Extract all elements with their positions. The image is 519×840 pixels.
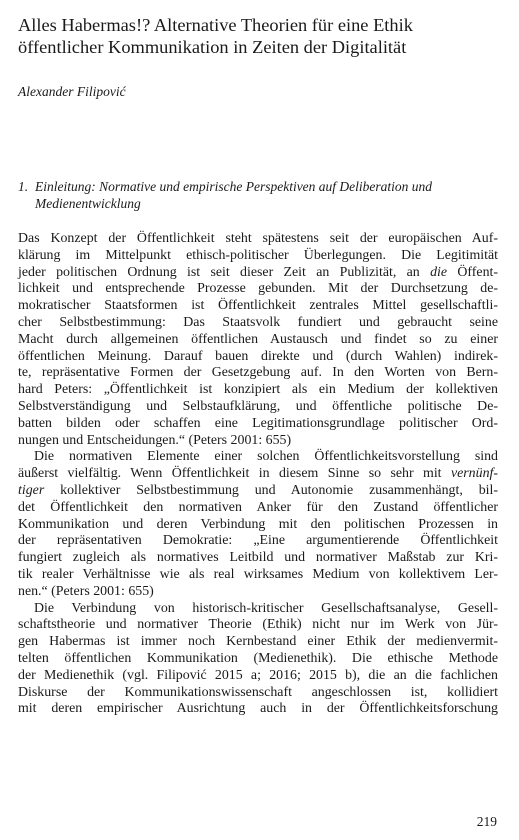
chapter-title-line: öffentlicher Kommunikation in Zeiten der Digitalität	[18, 37, 407, 57]
chapter-title	[18, 14, 508, 58]
text-line: telten öffentlichen Kommunikation (Medienethik). Die ethische Methode	[18, 650, 498, 666]
text-line: mit deren empirischer Ausrichtung auch in der Öffentlichkeitsforschung	[18, 701, 498, 717]
text-line: Selbstverständigung und Selbstaufklärung, und öffentliche politische De-	[18, 398, 498, 414]
text-line: Kommunikation und deren Verbindung mit den politischen Prozessen in	[18, 516, 498, 532]
section-number: 1.	[18, 179, 29, 194]
text-line: der repräsentativen Demokratie: „Eine argumentierende Öffentlichkeit	[18, 533, 498, 549]
text-line: nen.“ (Peters 2001: 655)	[18, 583, 154, 599]
text-line: tik realer Verhältnisse wie als real wirksames Medium von kollektivem Ler-	[18, 566, 498, 582]
text-line: öffentlichen Meinung. Darauf bauen direkte und (durch Wahlen) indirek-	[18, 348, 498, 364]
text-line: tiger kollektiver Selbstbestimmung und Autonomie zusammenhängt, bil-	[18, 482, 498, 498]
body-text	[18, 231, 498, 718]
text-line: cher Selbstbestimmung: Das Staatsvolk fundiert und gebraucht seine	[18, 314, 498, 330]
author-name: Alexander Filipović	[18, 84, 126, 99]
text-line: jeder politischen Ordnung ist seit dieser Zeit an Publizität, an die Öffent-	[18, 264, 498, 280]
text-line: te, repräsentative Formen der Gesetzgebung auf. In den Worten von Bern-	[18, 365, 498, 381]
text-line: schaftstheorie und normativer Theorie (Ethik) nicht nur im Werk von Jür-	[18, 617, 498, 633]
text-line: der Medienethik (vgl. Filipović 2015 a; 2016; 2015 b), die an die fachlichen	[18, 667, 498, 683]
text-line: Macht durch allgemeinen öffentlichen Austausch und findet so zu einer	[18, 331, 498, 347]
section-title-line: Einleitung: Normative und empirische Perspektiven auf Deliberation und	[35, 179, 433, 194]
page-number: 219	[476, 814, 497, 829]
section-heading	[18, 178, 498, 212]
text-line: fungiert zugleich als normatives Leitbild und normativer Maßstab zur Kri-	[18, 550, 498, 566]
text-line: hard Peters: „Öffentlichkeit ist konzipiert als ein Medium der kollektiven	[18, 382, 498, 398]
text-line: klärung im Mittelpunkt ethisch-politischer Überlegungen. Die Legitimität	[18, 247, 498, 263]
text-line: Die Verbindung von historisch-kritischer Gesellschaftsanalyse, Gesell-	[34, 600, 498, 616]
text-line: Diskurse der Kommunikationswissenschaft angeschlossen ist, kollidiert	[18, 684, 498, 700]
text-line: det Öffentlichkeit den normativen Anker für den Zustand öffentlicher	[18, 499, 498, 515]
text-line: lichkeit und entsprechende Prozesse gebunden. Mit der Durchsetzung de-	[18, 281, 498, 297]
text-line: Das Konzept der Öffentlichkeit steht spätestens seit der europäischen Auf-	[18, 231, 498, 246]
text-line: batten bilden oder schaffen eine Legitimationsgrundlage politischer Ord-	[18, 415, 498, 431]
text-line: gen Habermas ist immer noch Kernbestand einer Ethik der medienvermit-	[18, 634, 498, 650]
text-line: nungen und Entscheidungen.“ (Peters 2001: 655)	[18, 432, 292, 448]
text-line: äußerst vielfältig. Wenn Öffentlichkeit in diesem Sinne so sehr mit vernünf-	[18, 466, 498, 482]
text-line: mokratischer Staatsformen ist Öffentlichkeit zentrales Mittel gesellschaftli-	[18, 298, 498, 314]
chapter-title-line: Alles Habermas!? Alternative Theorien für eine Ethik	[18, 15, 413, 35]
text-line: Die normativen Elemente einer solchen Öffentlichkeitsvorstellung sind	[34, 449, 498, 465]
section-title-line: Medienentwicklung	[35, 196, 141, 211]
